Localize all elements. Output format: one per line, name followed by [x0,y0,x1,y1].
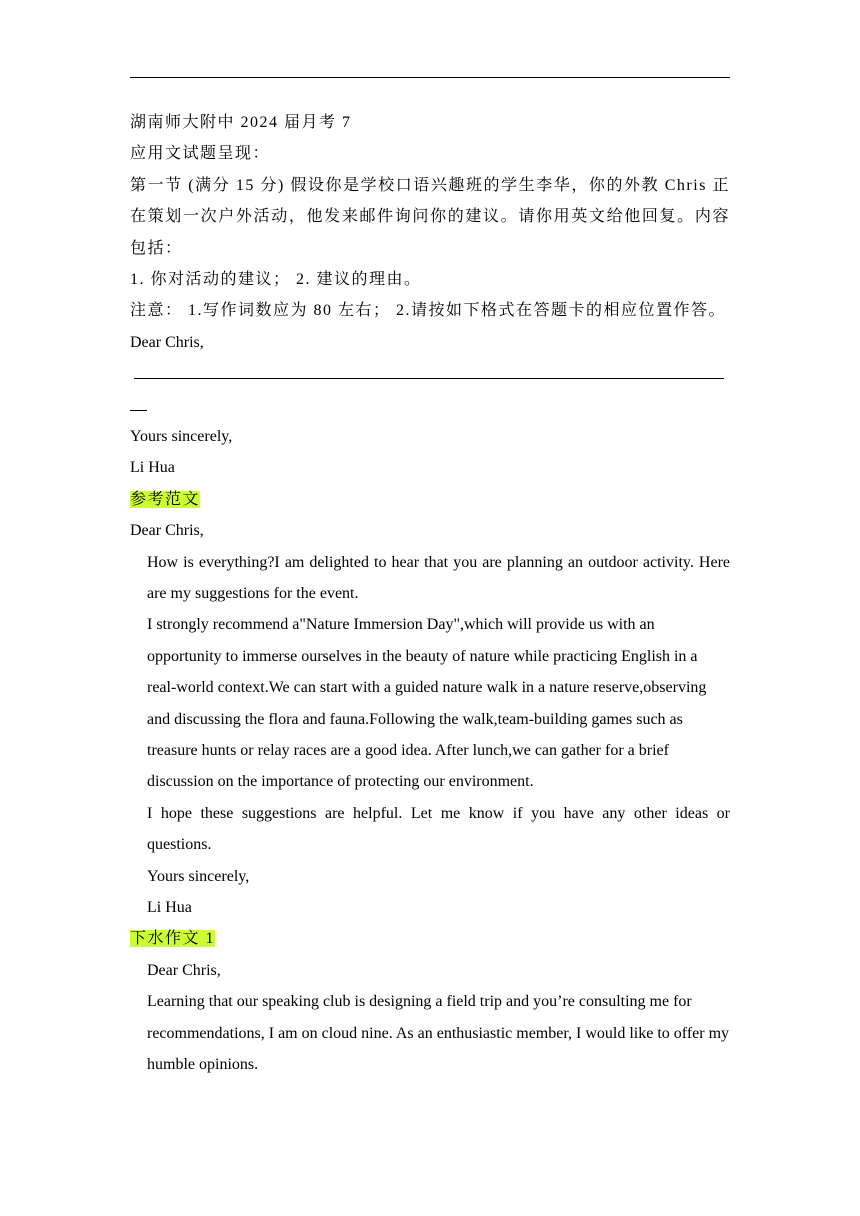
prompt-signature: Li Hua [130,459,175,477]
model-paragraph-2: I strongly recommend a"Nature Immersion Day",which will provide us with an opportunity to immerse ourselves in the beauty of nature while practicing English in a real-world context.We can start with a guided nature walk in a nature reserve,observing and discussing the flora and fauna.Following the walk,team-building games such as treasure hunts or relay races are a good idea. After lunch,we can gather for a brief discussion on the importance of protecting our environment. [147,616,707,791]
essay1-paragraph-1: Learning that our speaking club is designing a field trip and you’re consulting me for recommendations, I am on cloud nine. As an enthusiastic member, I would like to offer my humble opinions. [147,993,730,1073]
section-subtitle: 应用文试题呈现： [130,145,271,163]
task-notes: 注意： 1.写作词数应为 80 左右； 2.请按如下格式在答题卡的相应位置作答。 [130,302,727,320]
model-essay-label: 参考范文 [130,490,201,508]
header-rule [130,77,730,78]
exam-title: 湖南师大附中 2024 届月考 7 [130,114,352,131]
model-paragraph-3: I hope these suggestions are helpful. Let me know if you have any other ideas or questions. [147,804,730,854]
model-closing: Yours sincerely, [147,867,250,885]
task-prompt: 第一节 (满分 15 分) 假设你是学校口语兴趣班的学生李华，你的外教 Chris 正在策划一次户外活动，他发来邮件询问你的建议。请你用英文给他回复。内容包括： [130,176,730,257]
model-signature: Li Hua [147,898,192,916]
sample-essay-1-label: 下水作文 1 [130,930,216,948]
document-body [130,107,730,1080]
essay1-salutation: Dear Chris, [147,961,221,979]
answer-blank-line [130,358,730,389]
answer-blank-continuation [130,390,730,421]
prompt-closing: Yours sincerely, [130,427,233,445]
prompt-salutation: Dear Chris, [130,333,204,351]
model-paragraph-1: How is everything?I am delighted to hear that you are planning an outdoor activity. Here are my suggestions for the event. [147,553,730,602]
model-salutation: Dear Chris, [130,522,204,540]
task-points: 1. 你对活动的建议； 2. 建议的理由。 [130,271,422,288]
